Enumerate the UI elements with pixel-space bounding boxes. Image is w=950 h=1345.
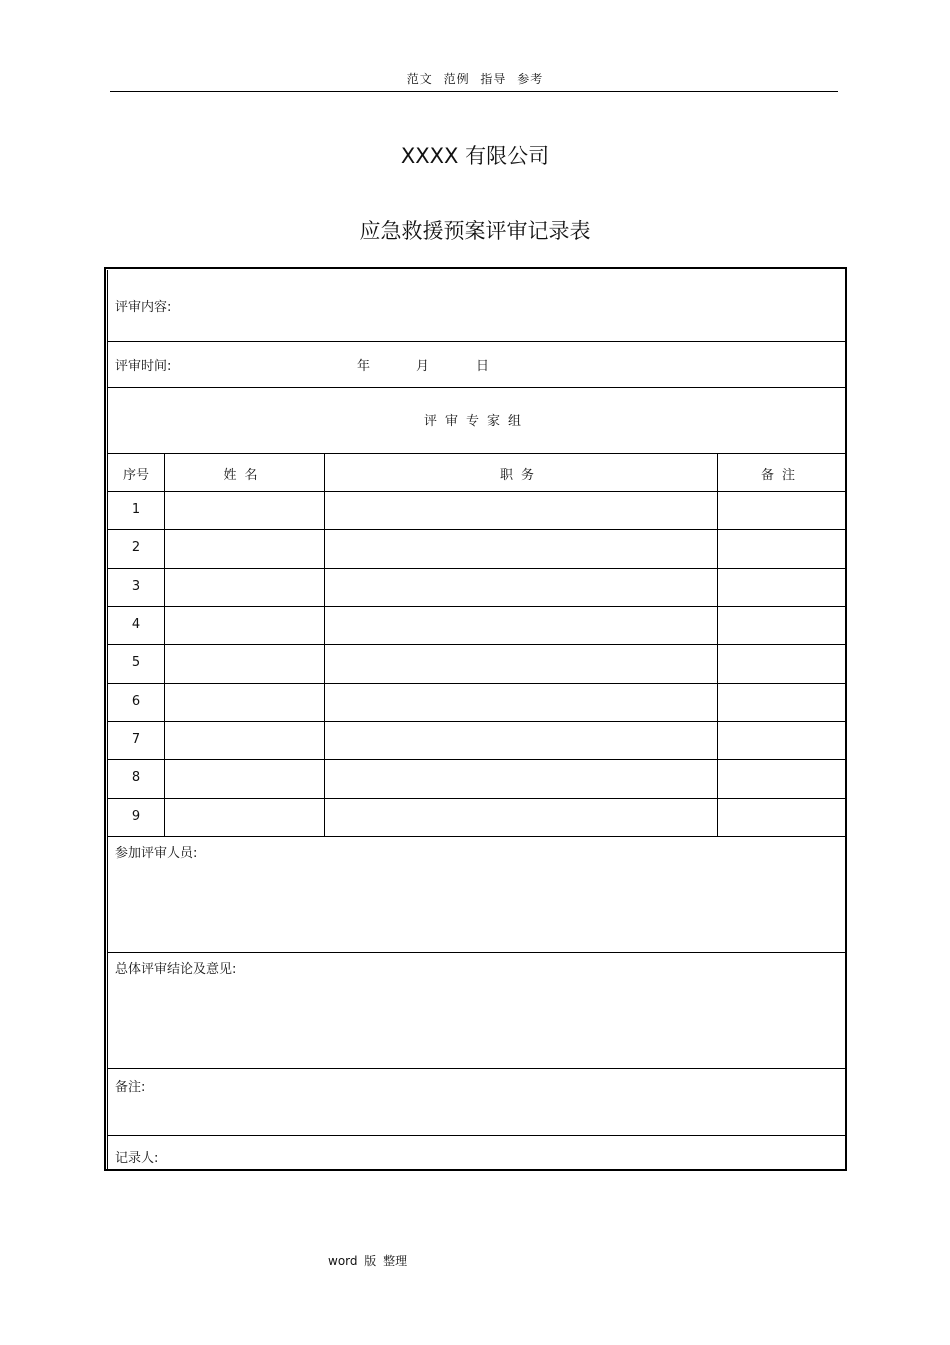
recorder-label: 记录人: (115, 1151, 159, 1166)
position-cell[interactable] (325, 492, 718, 529)
expert-group-label: 评审专家组 (423, 414, 529, 429)
form-title: 应急救援预案评审记录表 (359, 219, 591, 243)
position-cell[interactable] (325, 760, 718, 798)
col-header-name (165, 454, 325, 491)
row-index: 6 (131, 694, 141, 709)
participants-label: 参加评审人员: (115, 846, 198, 861)
row-index-cell (108, 645, 165, 683)
name-cell[interactable] (165, 530, 325, 568)
remark-cell[interactable] (718, 492, 846, 529)
col-header-remark (718, 454, 846, 491)
table-row (108, 684, 845, 722)
position-cell[interactable] (325, 569, 718, 606)
row-index-cell (108, 607, 165, 644)
table-row (108, 645, 845, 684)
conclusion-row[interactable] (108, 953, 845, 1069)
table-row (108, 722, 845, 760)
page-footer: word 版 整理 (328, 1254, 408, 1268)
name-cell[interactable] (165, 645, 325, 683)
name-cell[interactable] (165, 722, 325, 759)
col-header-remark-text: 备注 (760, 468, 803, 483)
name-cell[interactable] (165, 760, 325, 798)
col-header-position (325, 454, 718, 491)
col-header-name-text: 姓名 (223, 468, 266, 483)
position-cell[interactable] (325, 530, 718, 568)
recorder-row[interactable] (108, 1136, 845, 1171)
table-row (108, 799, 845, 837)
table-row (108, 760, 845, 799)
year-label: 年 (357, 359, 371, 374)
row-index-cell (108, 722, 165, 759)
table-row (108, 607, 845, 645)
position-cell[interactable] (325, 722, 718, 759)
review-content-label: 评审内容: (115, 300, 172, 315)
remark-cell[interactable] (718, 760, 846, 798)
company-name: XXXX 有限公司 (400, 144, 550, 168)
review-record-form (104, 267, 847, 1171)
row-index: 2 (131, 540, 141, 555)
review-content-row[interactable] (108, 270, 845, 342)
row-index-cell (108, 684, 165, 721)
remark-cell[interactable] (718, 530, 846, 568)
position-cell[interactable] (325, 684, 718, 721)
col-header-index-text: 序号 (122, 468, 149, 483)
row-index: 7 (131, 732, 141, 747)
remark-cell[interactable] (718, 607, 846, 644)
name-cell[interactable] (165, 684, 325, 721)
header-divider (110, 91, 838, 92)
name-cell[interactable] (165, 799, 325, 836)
name-cell[interactable] (165, 569, 325, 606)
remark-cell[interactable] (718, 684, 846, 721)
month-label: 月 (416, 359, 430, 374)
table-row (108, 530, 845, 569)
table-row (108, 492, 845, 530)
day-label: 日 (476, 359, 490, 374)
position-cell[interactable] (325, 607, 718, 644)
row-index: 1 (131, 502, 141, 517)
remarks-row[interactable] (108, 1069, 845, 1136)
participants-row[interactable] (108, 837, 845, 953)
row-index: 3 (131, 579, 141, 594)
table-row (108, 569, 845, 607)
review-time-label: 评审时间: (115, 359, 172, 374)
row-index-cell (108, 492, 165, 529)
row-index-cell (108, 799, 165, 836)
row-index: 4 (131, 617, 141, 632)
remark-cell[interactable] (718, 799, 846, 836)
expert-group-row (108, 388, 845, 454)
col-header-index (108, 454, 165, 491)
review-time-row[interactable] (108, 342, 845, 388)
row-index-cell (108, 760, 165, 798)
col-header-position-text: 职务 (499, 468, 542, 483)
remark-cell[interactable] (718, 569, 846, 606)
table-header-row (108, 454, 845, 492)
position-cell[interactable] (325, 645, 718, 683)
row-index: 5 (131, 655, 141, 670)
page-header: 范文 范例 指导 参考 (406, 72, 544, 86)
name-cell[interactable] (165, 607, 325, 644)
remarks-label: 备注: (115, 1080, 146, 1095)
conclusion-label: 总体评审结论及意见: (115, 962, 237, 977)
form-inner-frame (107, 270, 845, 1169)
row-index-cell (108, 569, 165, 606)
remark-cell[interactable] (718, 722, 846, 759)
name-cell[interactable] (165, 492, 325, 529)
position-cell[interactable] (325, 799, 718, 836)
row-index-cell (108, 530, 165, 568)
row-index: 9 (131, 809, 141, 824)
remark-cell[interactable] (718, 645, 846, 683)
row-index: 8 (131, 770, 141, 785)
